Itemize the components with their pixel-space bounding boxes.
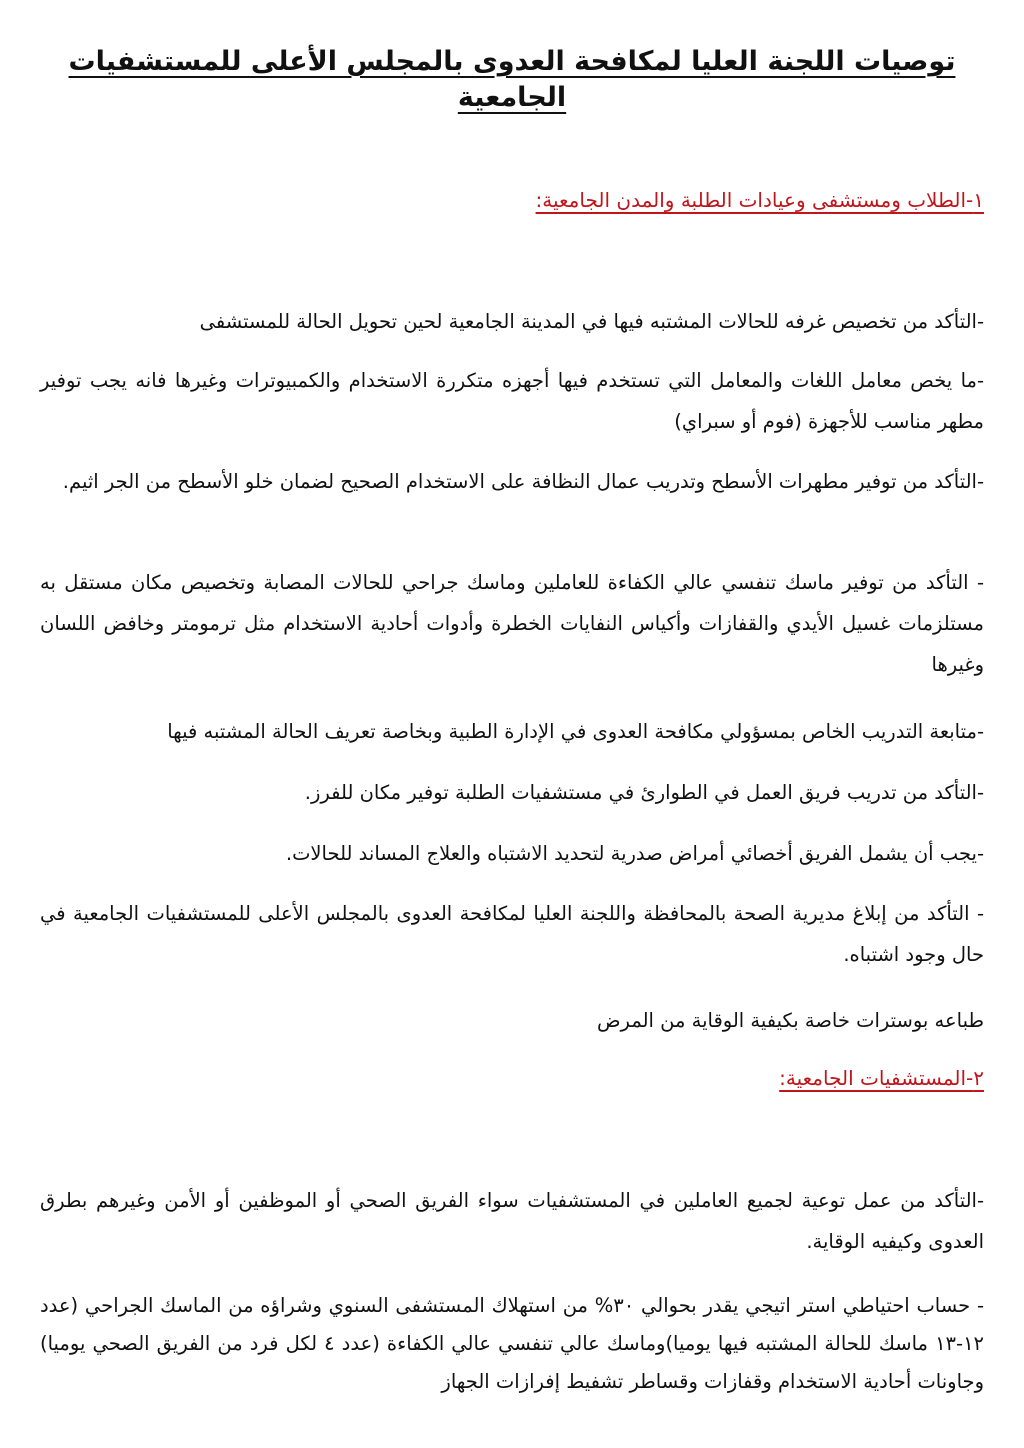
recommendation-2-1: -التأكد من عمل توعية لجميع العاملين في المستشفيات سواء الفريق الصحي أو الموظفين أو الأمن وغيرهم بطرق العدوى وكيفيه الوقاية. (40, 1189, 984, 1253)
recommendation-1-7: -يجب أن يشمل الفريق أخصائي أمراض صدرية لتحديد الاشتباه والعلاج المساند للحالات. (285, 842, 984, 865)
recommendation-1-5: -متابعة التدريب الخاص بمسؤولي مكافحة العدوى في الإدارة الطبية وبخاصة تعريف الحالة المشتبه فيها (167, 720, 984, 743)
recommendation-1-6: -التأكد من تدريب فريق العمل في الطوارئ في مستشفيات الطلبة توفير مكان للفرز. (304, 781, 984, 804)
section-heading-1: ١-الطلاب ومستشفى وعيادات الطلبة والمدن الجامعية: (535, 188, 984, 212)
recommendation-2-2: - حساب احتياطي استر اتيجي يقدر بحوالي ٣٠% من استهلاك المستشفى السنوي وشراؤه من الماسك الجراحي (عدد ١٢-١٣ ماسك للحالة المشتبه فيها يوميا)وماسك عالي تنفسي عالي الكفاءة (عدد ٤ لكل فرد من الفريق الصحي يوميا) وجاونات أحادية الاستخدام وقفازات وقساطر تشفيط إفرازات الجهاز (40, 1294, 985, 1393)
recommendation-1-3: -التأكد من توفير مطهرات الأسطح وتدريب عمال النظافة على الاستخدام الصحيح لضمان خلو الأسطح من الجر اثيم. (62, 470, 984, 493)
document-body (40, 0, 984, 1448)
section-heading-2: ٢-المستشفيات الجامعية: (779, 1066, 984, 1090)
recommendation-1-1: -التأكد من تخصيص غرفه للحالات المشتبه فيها في المدينة الجامعية لحين تحويل الحالة للمستشفى (199, 310, 984, 333)
recommendation-1-4: - التأكد من توفير ماسك تنفسي عالي الكفاءة للعاملين وماسك جراحي للحالات المصابة وتخصيص مكان مستقل به مستلزمات غسيل الأيدي والقفازات وأكياس النفايات الخطرة وأدوات أحادية الاستخدام مثل ترمومتر وخافض اللسان وغيرها (40, 571, 984, 676)
recommendation-1-9: طباعه بوسترات خاصة بكيفية الوقاية من المرض (596, 1009, 984, 1032)
document-title: توصيات اللجنة العليا لمكافحة العدوى بالمجلس الأعلى للمستشفيات الجامعية (68, 46, 956, 113)
recommendation-1-8: - التأكد من إبلاغ مديرية الصحة بالمحافظة واللجنة العليا لمكافحة العدوى بالمجلس الأعلى للمستشفيات الجامعية في حال وجود اشتباه. (40, 902, 984, 966)
recommendation-1-2: -ما يخص معامل اللغات والمعامل التي تستخدم فيها أجهزه متكررة الاستخدام والكمبيوترات وغيرها فانه يجب توفير مطهر مناسب للأجهزة (فوم أو سبراي) (40, 369, 984, 433)
